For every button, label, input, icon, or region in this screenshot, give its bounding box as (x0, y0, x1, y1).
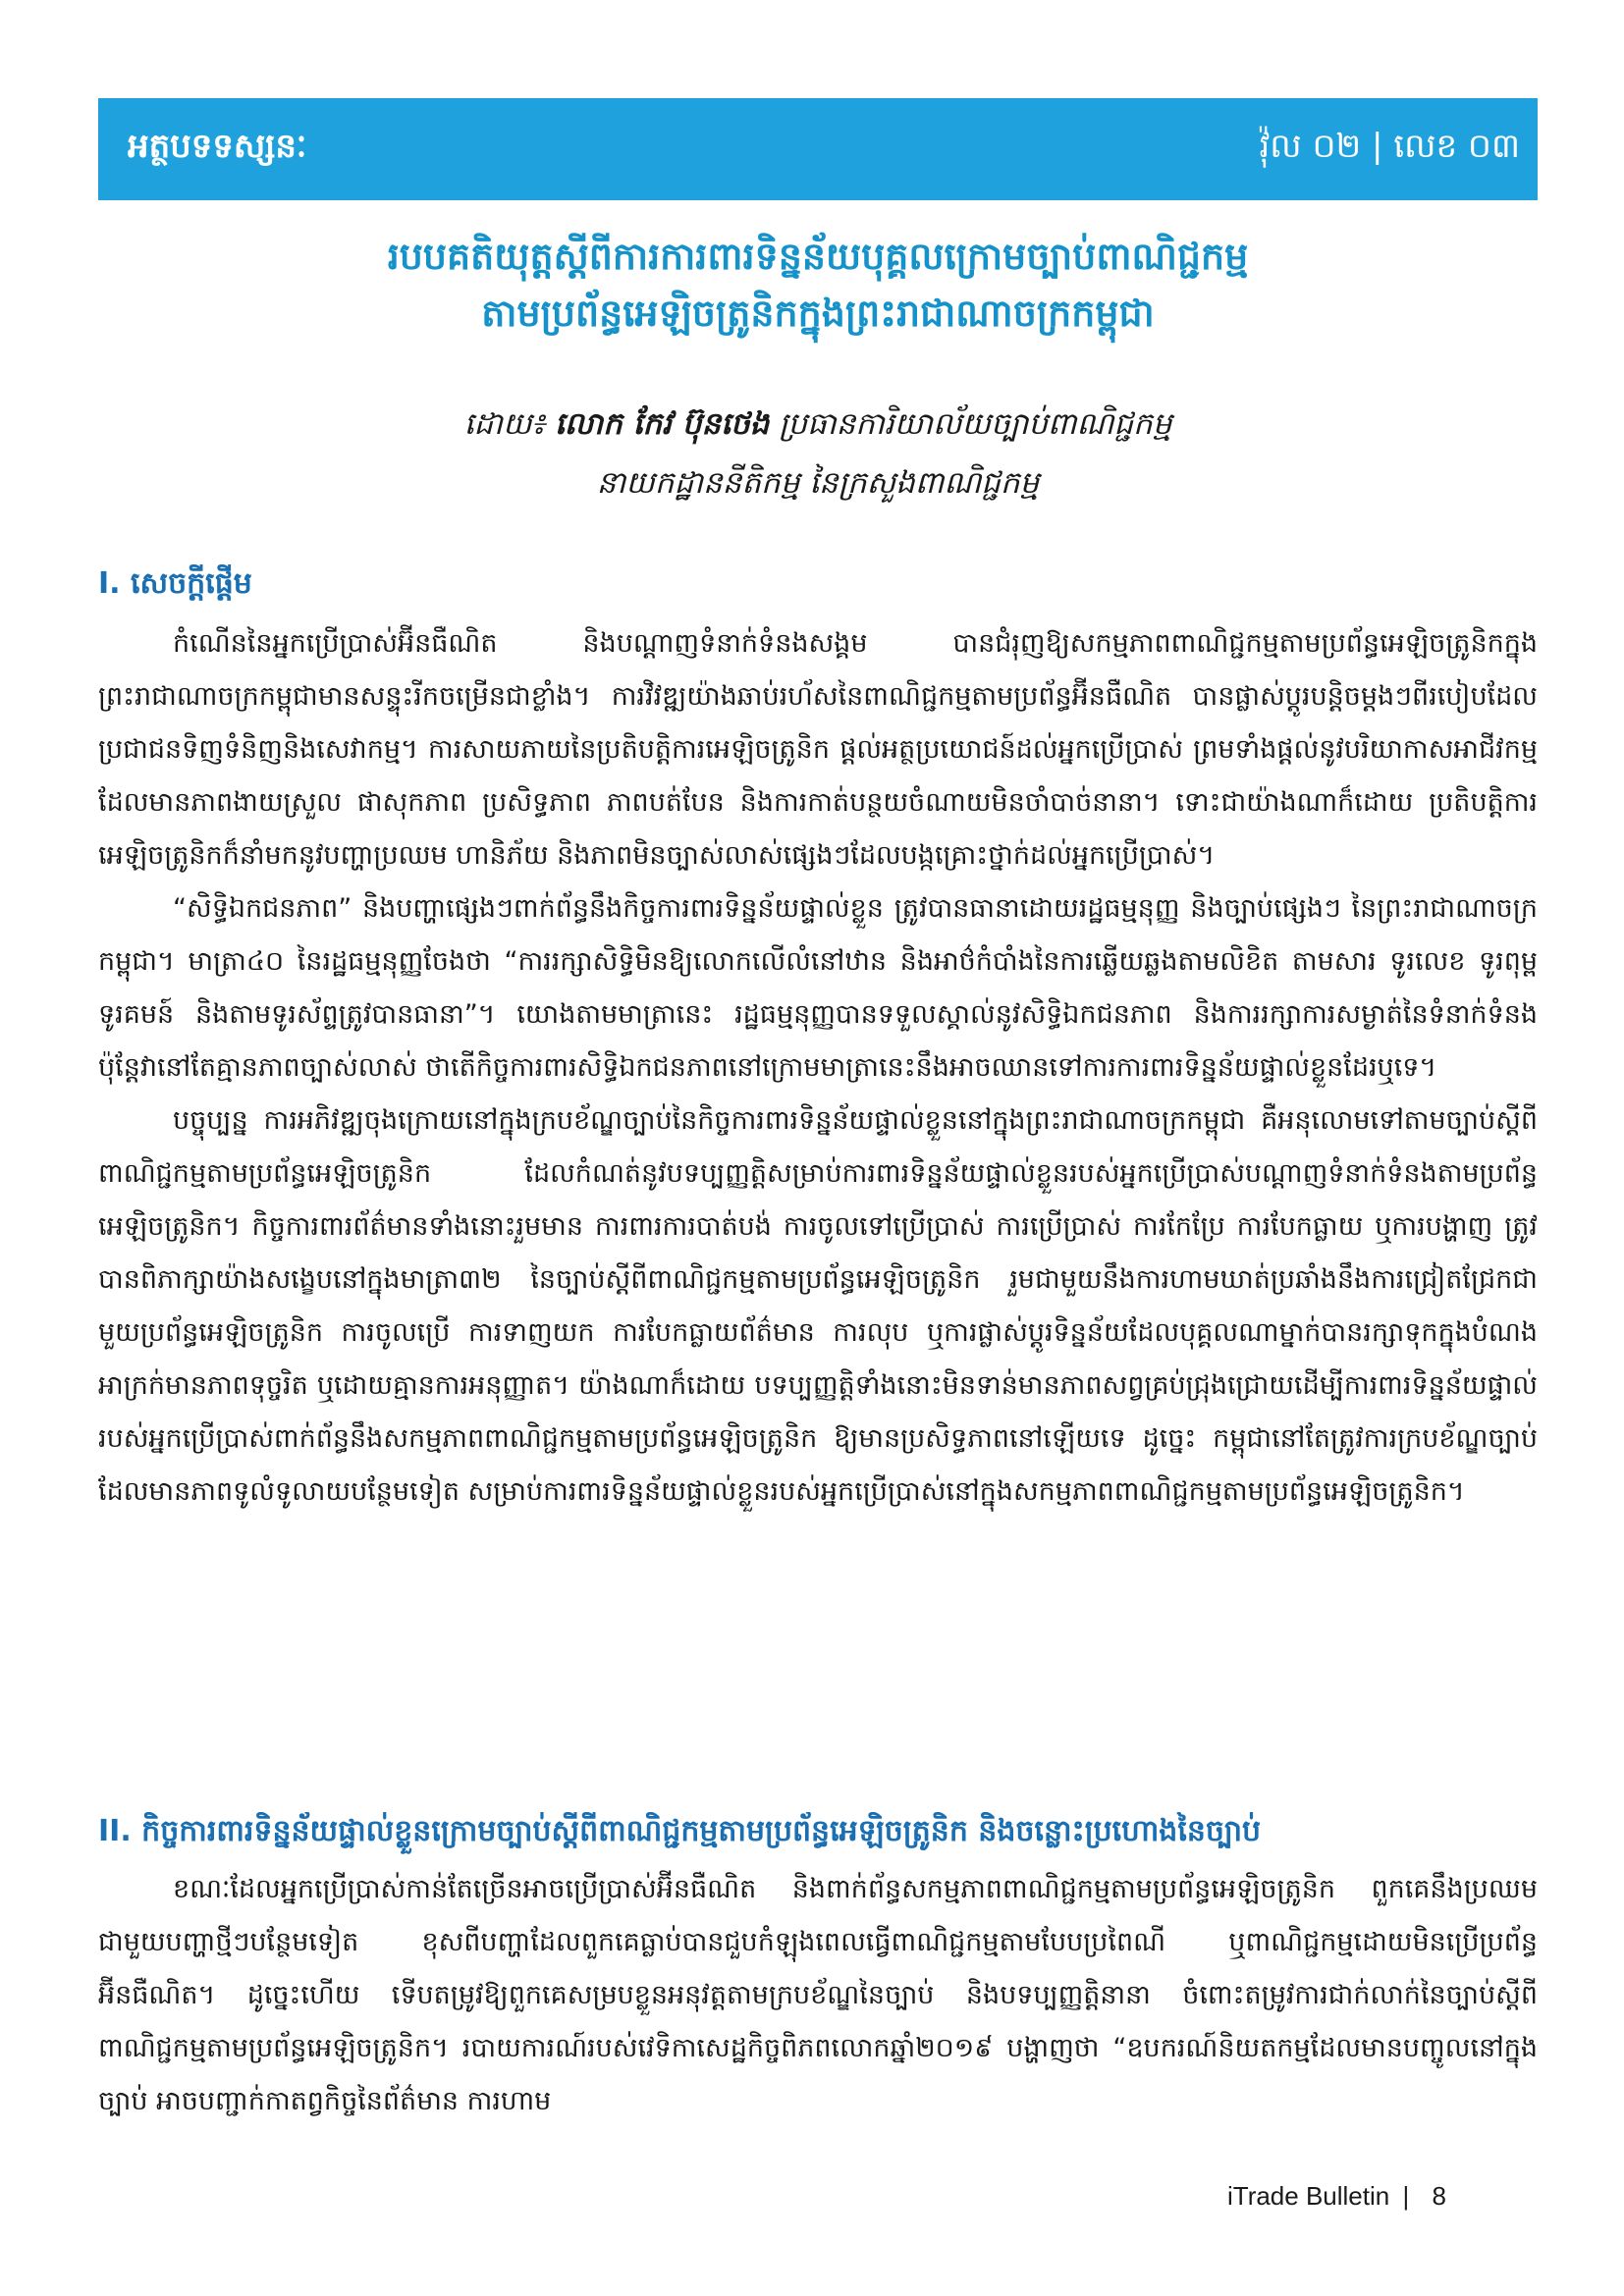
header-bar (98, 98, 1538, 200)
byline-line-1 (128, 395, 1508, 454)
page-number: 8 (1432, 2181, 1446, 2211)
paragraph: បច្ចុប្បន្ន ការអភិវឌ្ឍចុងក្រោយនៅក្នុងក្របខ័ណ្ឌច្បាប់នៃកិច្ចការពារទិន្នន័យផ្ទាល់ខ្លួននៅក្នុងព្រះរាជាណាចក្រកម្ពុជា គឺអនុលោមទៅតាមច្បាប់ស្តីពីពាណិជ្ជកម្មតាមប្រព័ន្ធអេឡិចត្រូនិក ដែលកំណត់នូវបទប្បញ្ញត្តិសម្រាប់ការពារទិន្នន័យផ្ទាល់ខ្លួនរបស់អ្នកប្រើប្រាស់បណ្តាញទំនាក់ទំនងតាមប្រព័ន្ធអេឡិចត្រូនិក។ កិច្ចការពារព័ត៌មានទាំងនោះរួមមាន ការពារការបាត់បង់ ការចូលទៅប្រើប្រាស់ ការប្រើប្រាស់ ការកែប្រែ ការបែកធ្លាយ ឬការបង្ហាញ ត្រូវបានពិភាក្សាយ៉ាងសង្ខេបនៅក្នុងមាត្រា៣២ នៃច្បាប់ស្តីពីពាណិជ្ជកម្មតាមប្រព័ន្ធអេឡិចត្រូនិក រួមជាមួយនឹងការហាមឃាត់ប្រឆាំងនឹងការជ្រៀតជ្រែកជាមួយប្រព័ន្ធអេឡិចត្រូនិក ការចូលប្រើ ការទាញយក ការបែកធ្លាយព័ត៌មាន ការលុប ឬការផ្លាស់ប្តូរទិន្នន័យដែលបុគ្គលណាម្នាក់បានរក្សាទុកក្នុងបំណងអាក្រក់មានភាពទុច្ចរិត ឬដោយគ្មានការអនុញ្ញាត។ យ៉ាងណាក៏ដោយ បទប្បញ្ញត្តិទាំងនោះមិនទាន់មានភាពសព្វគ្រប់ជ្រុងជ្រោយដើម្បីការពារទិន្នន័យផ្ទាល់របស់អ្នកប្រើប្រាស់ពាក់ព័ន្ធនឹងសកម្មភាពពាណិជ្ជកម្មតាមប្រព័ន្ធអេឡិចត្រូនិក ឱ្យមានប្រសិទ្ធភាពនៅឡើយទេ ដូច្នេះ កម្ពុជានៅតែត្រូវការក្របខ័ណ្ឌច្បាប់ដែលមានភាពទូលំទូលាយបន្ថែមទៀត សម្រាប់ការពារទិន្នន័យផ្ទាល់ខ្លួនរបស់អ្នកប្រើប្រាស់នៅក្នុងសកម្មភាពពាណិជ្ជកម្មតាមប្រព័ន្ធអេឡិចត្រូនិក។ (98, 1105, 1538, 1507)
byline-role: ប្រធានការិយាល័យច្បាប់ពាណិជ្ជកម្ម (779, 406, 1172, 442)
byline-author: លោក កែវ ប៊ុនថេង (554, 406, 770, 442)
section-body-data-protection (98, 1863, 1538, 2128)
section-heading-introduction: I. សេចក្តីផ្តើម (98, 566, 252, 601)
section-label: អត្ថបទទស្សនៈ (128, 127, 307, 166)
issue-label: វ៉ុល ០២ | លេខ ០៣ (1259, 127, 1520, 166)
section-body-introduction (98, 617, 1538, 1519)
byline-prefix: ដោយ៖ (463, 406, 546, 442)
paragraph: “សិទ្ធិឯកជនភាព” និងបញ្ហាផ្សេងៗពាក់ព័ន្ធនឹងកិច្ចការពារទិន្នន័យផ្ទាល់ខ្លួន ត្រូវបានធានាដោយរដ្ឋធម្មនុញ្ញ និងច្បាប់ផ្សេងៗ នៃព្រះរាជាណាចក្រកម្ពុជា។ មាត្រា៤០ នៃរដ្ឋធម្មនុញ្ញចែងថា “ការរក្សាសិទ្ធិមិនឱ្យលោកលើលំនៅឋាន និងអាថ៌កំបាំងនៃការឆ្លើយឆ្លងតាមលិខិត តាមសារ ទូរលេខ ទូរពុម្ព ទូរគមន៍ និងតាមទូរស័ព្ទត្រូវបានធានា”។ យោងតាមមាត្រានេះ រដ្ឋធម្មនុញ្ញបានទទួលស្គាល់នូវសិទ្ធិឯកជនភាព និងការរក្សាការសម្ងាត់នៃទំនាក់ទំនង ប៉ុន្តែវានៅតែគ្មានភាពច្បាស់លាស់ ថាតើកិច្ចការពារសិទ្ធិឯកជនភាពនៅក្រោមមាត្រានេះនឹងអាចឈានទៅការការពារទិន្នន័យផ្ទាល់ខ្លួនដែរឬទេ។ (98, 893, 1538, 1083)
footer-separator: | (1402, 2181, 1410, 2211)
article-title-line-2: តាមប្រព័ន្ធអេឡិចត្រូនិកក្នុងព្រះរាជាណាចក្រកម្ពុជា (481, 292, 1155, 335)
page-footer (1227, 2181, 1532, 2212)
byline-department: នាយកដ្ឋាននីតិកម្ម នៃក្រសួងពាណិជ្ជកម្ម (596, 465, 1040, 501)
publication-name: iTrade Bulletin (1227, 2181, 1390, 2211)
article-title (128, 228, 1508, 342)
paragraph: ខណៈដែលអ្នកប្រើប្រាស់កាន់តែច្រើនអាចប្រើប្រាស់អ៊ីនធឺណិត និងពាក់ព័ន្ធសកម្មភាពពាណិជ្ជកម្មតាមប្រព័ន្ធអេឡិចត្រូនិក ពួកគេនឹងប្រឈមជាមួយបញ្ហាថ្មីៗបន្ថែមទៀត ខុសពីបញ្ហាដែលពួកគេធ្លាប់បានជួបកំឡុងពេលធ្វើពាណិជ្ជកម្មតាមបែបប្រពៃណី ឬពាណិជ្ជកម្មដោយមិនប្រើប្រព័ន្ធអ៊ីនធឺណិត។ ដូច្នេះហើយ ទើបតម្រូវឱ្យពួកគេសម្របខ្លួនអនុវត្តតាមក្របខ័ណ្ឌនៃច្បាប់ និងបទប្បញ្ញត្តិនានា ចំពោះតម្រូវការជាក់លាក់នៃច្បាប់ស្តីពីពាណិជ្ជកម្មតាមប្រព័ន្ធអេឡិចត្រូនិក។ របាយការណ៍របស់វេទិកាសេដ្ឋកិច្ចពិភពលោកឆ្នាំ២០១៩ បង្ហាញថា “ឧបករណ៍និយតកម្មដែលមានបញ្ចូលនៅក្នុងច្បាប់ អាចបញ្ជាក់កាតព្វកិច្ចនៃព័ត៌មាន ការហាម (98, 1874, 1538, 2116)
article-title-line-1: របបគតិយុត្តស្តីពីការការពារទិន្នន័យបុគ្គលក្រោមច្បាប់ពាណិជ្ជកម្ម (387, 235, 1249, 278)
paragraph: កំណើននៃអ្នកប្រើប្រាស់អ៊ីនធឺណិត និងបណ្តាញទំនាក់ទំនងសង្គម បានជំរុញឱ្យសកម្មភាពពាណិជ្ជកម្មតាមប្រព័ន្ធអេឡិចត្រូនិកក្នុងព្រះរាជាណាចក្រកម្ពុជាមានសន្ទុះរីកចម្រើនជាខ្លាំង។ ការវិវឌ្ឍយ៉ាងឆាប់រហ័សនៃពាណិជ្ជកម្មតាមប្រព័ន្ធអ៊ីនធឺណិត បានផ្លាស់ប្តូរបន្តិចម្តងៗពីរបៀបដែលប្រជាជនទិញទំនិញនិងសេវាកម្ម។ ការសាយភាយនៃប្រតិបត្តិការអេឡិចត្រូនិក ផ្តល់អត្ថប្រយោជន៍ដល់អ្នកប្រើប្រាស់ ព្រមទាំងផ្តល់នូវបរិយាកាសអាជីវកម្មដែលមានភាពងាយស្រួល ផាសុកភាព ប្រសិទ្ធភាព ភាពបត់បែន និងការកាត់បន្ថយចំណាយមិនចាំបាច់នានា។ ទោះជាយ៉ាងណាក៏ដោយ ប្រតិបត្តិការអេឡិចត្រូនិកក៏នាំមកនូវបញ្ហាប្រឈម ហានិភ័យ និងភាពមិនច្បាស់លាស់ផ្សេងៗដែលបង្កគ្រោះថ្នាក់ដល់អ្នកប្រើប្រាស់។ (98, 628, 1538, 871)
byline (128, 395, 1508, 512)
section-heading-data-protection: II. កិច្ចការពារទិន្នន័យផ្ទាល់ខ្លួនក្រោមច្បាប់ស្តីពីពាណិជ្ជកម្មតាមប្រព័ន្ធអេឡិចត្រូនិក និងចន្លោះប្រហោងនៃច្បាប់ (98, 1814, 1262, 1848)
